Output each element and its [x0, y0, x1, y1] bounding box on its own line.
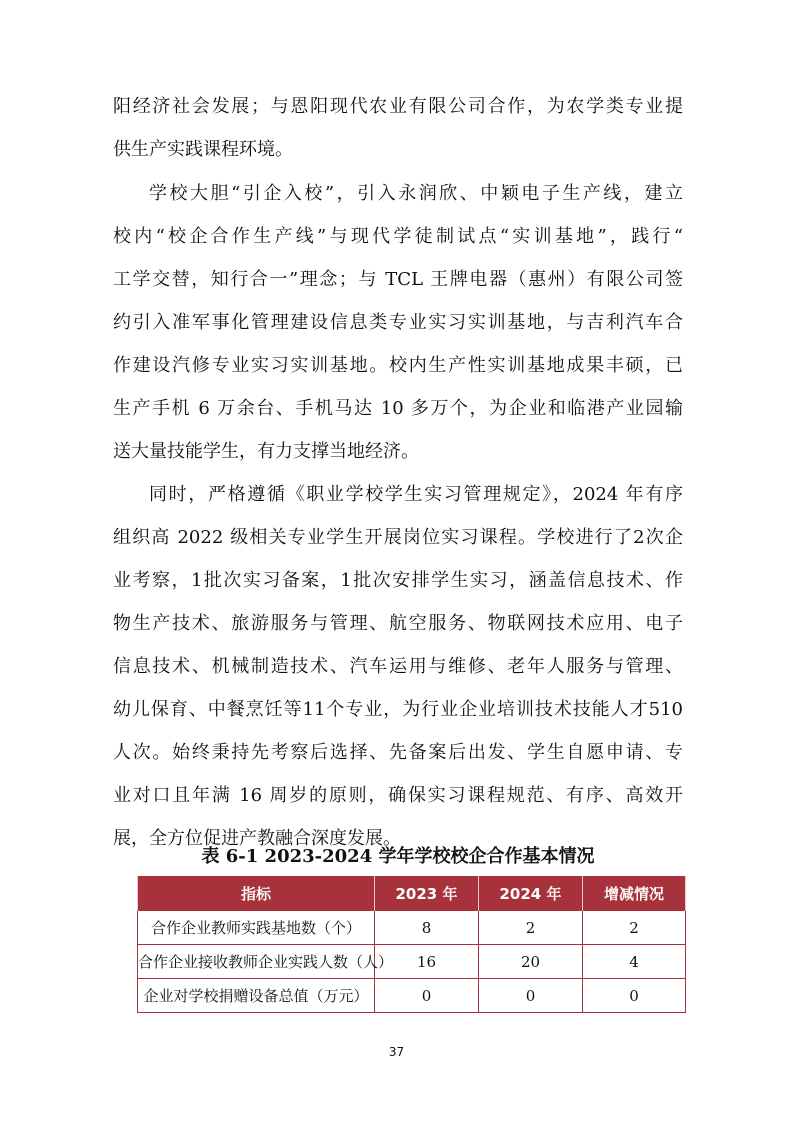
paragraph-1-line-2: 供生产实践课程环境。 — [113, 139, 293, 160]
header-2024: 2024 年 — [479, 876, 583, 911]
table-row — [138, 911, 686, 945]
table-row — [138, 979, 686, 1013]
paragraph-1-line-1: 阳经济社会发展；与恩阳现代农业有限公司合作，为农学类专业提 — [113, 96, 683, 117]
cooperation-table — [137, 876, 686, 1013]
paragraph-3-line-6: 幼儿保育、中餐烹饪等11个专业，为行业企业培训技术技能人才510 — [113, 699, 683, 720]
paragraph-2-line-5: 作建设汽修专业实习实训基地。校内生产性实训基地成果丰硕，已 — [113, 355, 683, 376]
cell-change: 4 — [583, 945, 686, 979]
table-title: 表 6-1 2023-2024 学年学校校企合作基本情况 — [201, 846, 595, 867]
cell-2024: 20 — [479, 945, 583, 979]
cell-2023: 8 — [375, 911, 479, 945]
table-row — [138, 945, 686, 979]
cell-indicator: 合作企业教师实践基地数（个） — [138, 911, 375, 945]
cell-2023: 0 — [375, 979, 479, 1013]
header-2023: 2023 年 — [375, 876, 479, 911]
cell-2024: 0 — [479, 979, 583, 1013]
cell-change: 2 — [583, 911, 686, 945]
paragraph-3-line-5: 信息技术、机械制造技术、汽车运用与维修、老年人服务与管理、 — [113, 656, 683, 677]
paragraph-3-line-9: 展，全方位促进产教融合深度发展。 — [113, 828, 401, 849]
header-change: 增减情况 — [583, 876, 686, 911]
page-number: 37 — [388, 1045, 405, 1059]
paragraph-3-line-8: 业对口且年满 16 周岁的原则，确保实习课程规范、有序、高效开 — [113, 785, 683, 806]
paragraph-2-line-3: 工学交替，知行合一”理念；与 TCL 王牌电器（惠州）有限公司签 — [113, 269, 683, 290]
cell-2024: 2 — [479, 911, 583, 945]
cell-indicator: 企业对学校捐赠设备总值（万元） — [138, 979, 375, 1013]
cell-indicator: 合作企业接收教师企业实践人数（人） — [138, 945, 375, 979]
paragraph-2-line-2: 校内“校企合作生产线”与现代学徒制试点“实训基地”，践行“ — [113, 226, 683, 247]
paragraph-3-line-3: 业考察，1批次实习备案，1批次安排学生实习，涵盖信息技术、作 — [113, 570, 683, 591]
paragraph-3-line-1: 同时，严格遵循《职业学校学生实习管理规定》，2024 年有序 — [149, 484, 683, 505]
cell-2023: 16 — [375, 945, 479, 979]
header-indicator: 指标 — [138, 876, 375, 911]
paragraph-2-line-6: 生产手机 6 万余台、手机马达 10 多万个，为企业和临港产业园输 — [113, 398, 683, 419]
paragraph-3-line-7: 人次。始终秉持先考察后选择、先备案后出发、学生自愿申请、专 — [113, 742, 683, 763]
paragraph-3-line-4: 物生产技术、旅游服务与管理、航空服务、物联网技术应用、电子 — [113, 613, 683, 634]
paragraph-3-line-2: 组织高 2022 级相关专业学生开展岗位实习课程。学校进行了2次企 — [113, 527, 683, 548]
paragraph-2-line-4: 约引入准军事化管理建设信息类专业实习实训基地，与吉利汽车合 — [113, 312, 683, 333]
cell-change: 0 — [583, 979, 686, 1013]
paragraph-2-line-1: 学校大胆“引企入校”，引入永润欣、中颖电子生产线，建立 — [149, 183, 683, 204]
table-header-row — [138, 876, 686, 911]
paragraph-2-line-7: 送大量技能学生，有力支撑当地经济。 — [113, 441, 419, 462]
